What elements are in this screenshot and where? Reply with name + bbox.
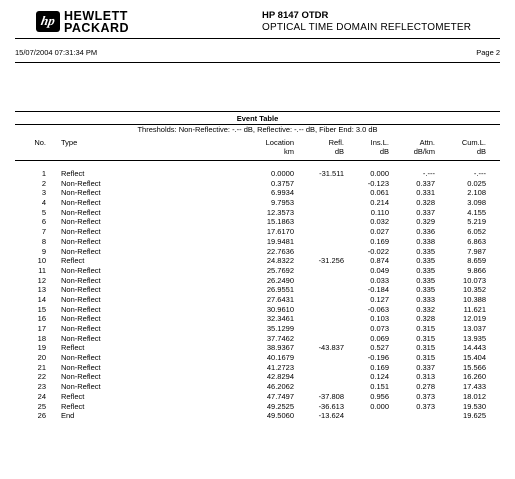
cell-location: 32.3461 — [266, 314, 294, 324]
cell-atten: 0.278 — [416, 382, 435, 392]
cell-location: 19.9481 — [266, 236, 294, 246]
cell-type: Non-Reflect — [61, 207, 101, 217]
cell-atten: 0.333 — [416, 294, 435, 304]
cell-insl: 0.069 — [370, 333, 389, 343]
cell-insl: 0.214 — [370, 198, 389, 208]
cell-insl: 0.049 — [370, 265, 389, 275]
cell-no: 9 — [41, 246, 46, 256]
table-row — [0, 343, 515, 353]
cell-insl: 0.127 — [370, 294, 389, 304]
col-header-cum-label: Cum.L. — [461, 138, 486, 147]
cell-insl: 0.956 — [370, 391, 389, 401]
cell-no: 4 — [41, 198, 46, 208]
cell-no: 12 — [37, 275, 46, 285]
table-row — [0, 392, 515, 402]
cell-insl: 0.032 — [370, 217, 389, 227]
cell-no: 8 — [41, 236, 46, 246]
cell-location: 41.2723 — [266, 362, 294, 372]
cell-refl: -13.624 — [318, 411, 344, 421]
cell-cum: 10.073 — [463, 275, 486, 285]
col-header-insl-label: Ins.L. — [370, 138, 389, 147]
cell-insl: 0.527 — [370, 343, 389, 353]
cell-type: Non-Reflect — [61, 198, 101, 208]
cell-no: 17 — [37, 324, 46, 333]
cell-no: 2 — [41, 178, 46, 188]
cell-cum: 10.352 — [463, 285, 486, 295]
instrument-model: HP 8147 OTDR — [262, 10, 329, 21]
table-row — [0, 363, 515, 373]
cell-type: Reflect — [61, 391, 85, 401]
table-row — [0, 276, 515, 286]
cell-type: Non-Reflect — [61, 246, 101, 256]
cell-no: 23 — [37, 382, 46, 392]
instrument-subtitle: OPTICAL TIME DOMAIN REFLECTOMETER — [262, 22, 472, 33]
cell-location: 38.9367 — [266, 343, 294, 353]
brand-line-2: PACKARD — [64, 21, 130, 35]
cell-location: 12.3573 — [266, 207, 294, 217]
cell-atten: 0.332 — [416, 304, 435, 314]
cell-refl: -37.808 — [318, 391, 344, 401]
cell-atten: 0.335 — [416, 256, 435, 266]
cell-cum: 15.404 — [463, 353, 486, 363]
cell-location: 15.1863 — [266, 217, 294, 227]
cell-location: 9.7953 — [271, 198, 294, 208]
table-row — [0, 217, 515, 227]
cell-cum: 17.433 — [463, 382, 486, 392]
cell-no: 22 — [37, 372, 46, 382]
cell-insl: 0.169 — [370, 362, 389, 372]
col-header-refl — [329, 138, 344, 156]
cell-insl: 0.110 — [370, 207, 389, 217]
cell-refl: -43.837 — [318, 343, 344, 353]
table-row — [0, 266, 515, 276]
cell-type: Reflect — [61, 343, 85, 353]
cell-atten: 0.336 — [416, 227, 435, 237]
cell-no: 26 — [37, 411, 46, 421]
col-header-location — [266, 138, 294, 156]
cell-location: 17.6170 — [266, 227, 294, 237]
cell-cum: 11.621 — [463, 304, 486, 314]
cell-cum: 9.866 — [467, 265, 486, 275]
col-header-type: Type — [61, 138, 78, 147]
cell-cum: 15.566 — [463, 362, 486, 372]
col-header-location-unit: km — [284, 147, 294, 156]
cell-type: Reflect — [61, 256, 85, 266]
cell-atten: 0.337 — [416, 362, 435, 372]
col-header-refl-label: Refl. — [328, 138, 344, 147]
cell-type: Reflect — [61, 169, 85, 178]
table-row — [0, 372, 515, 382]
cell-cum: 10.388 — [463, 294, 486, 304]
cell-atten: 0.337 — [416, 207, 435, 217]
cell-atten: 0.331 — [416, 188, 435, 198]
cell-location: 26.9551 — [266, 285, 294, 295]
cell-type: Non-Reflect — [61, 382, 101, 392]
cell-cum: 16.260 — [463, 372, 486, 382]
cell-no: 20 — [37, 353, 46, 363]
cell-cum: 3.098 — [467, 198, 486, 208]
cell-type: Non-Reflect — [61, 294, 101, 304]
cell-no: 5 — [41, 207, 46, 217]
cell-cum: 19.530 — [463, 401, 486, 411]
cell-insl: 0.073 — [370, 324, 389, 333]
cell-refl: -36.613 — [318, 401, 344, 411]
cell-location: 40.1679 — [266, 353, 294, 363]
cell-type: Non-Reflect — [61, 372, 101, 382]
cell-no: 18 — [37, 333, 46, 343]
cell-atten: 0.315 — [416, 353, 435, 363]
cell-insl: -0.123 — [367, 178, 389, 188]
cell-atten: 0.338 — [416, 236, 435, 246]
cell-no: 19 — [37, 343, 46, 353]
cell-no: 15 — [37, 304, 46, 314]
cell-insl: 0.033 — [370, 275, 389, 285]
cell-cum: 4.155 — [467, 207, 486, 217]
cell-insl: -0.196 — [367, 353, 389, 363]
cell-no: 25 — [37, 401, 46, 411]
cell-type: End — [61, 411, 75, 421]
cell-type: Non-Reflect — [61, 314, 101, 324]
cell-type: Non-Reflect — [61, 227, 101, 237]
cell-cum: 5.219 — [467, 217, 486, 227]
cell-no: 1 — [41, 169, 46, 178]
col-header-insl-unit: dB — [379, 147, 389, 156]
cell-cum: 8.659 — [467, 256, 486, 266]
cell-type: Non-Reflect — [61, 285, 101, 295]
cell-refl: -31.256 — [318, 256, 344, 266]
page-number: Page 2 — [476, 48, 500, 57]
cell-insl: 0.000 — [370, 169, 389, 178]
table-row — [0, 324, 515, 334]
cell-cum: 7.987 — [467, 246, 486, 256]
table-row — [0, 208, 515, 218]
cell-type: Non-Reflect — [61, 275, 101, 285]
cell-type: Non-Reflect — [61, 333, 101, 343]
cell-type: Non-Reflect — [61, 217, 101, 227]
cell-atten: 0.373 — [416, 401, 435, 411]
cell-no: 10 — [37, 256, 46, 266]
cell-location: 35.1299 — [266, 324, 294, 333]
cell-insl: 0.103 — [370, 314, 389, 324]
cell-atten: 0.328 — [416, 314, 435, 324]
cell-cum: 0.025 — [467, 178, 486, 188]
hp-logo: hp — [36, 11, 60, 32]
cell-location: 24.8322 — [266, 256, 294, 266]
cell-location: 0.3757 — [271, 178, 294, 188]
cell-no: 16 — [37, 314, 46, 324]
cell-refl: -31.511 — [319, 169, 344, 178]
col-header-location-label: Location — [265, 138, 294, 147]
cell-no: 3 — [41, 188, 46, 198]
cell-location: 0.0000 — [271, 169, 294, 178]
cell-type: Non-Reflect — [61, 304, 101, 314]
cell-atten: 0.335 — [416, 275, 435, 285]
cell-cum: -.--- — [473, 169, 486, 178]
brand-line-1: HEWLETT — [64, 9, 128, 23]
cell-atten: 0.329 — [416, 217, 435, 227]
cell-atten: 0.373 — [416, 391, 435, 401]
cell-location: 49.2525 — [266, 401, 294, 411]
cell-cum: 13.935 — [463, 333, 486, 343]
cell-insl: 0.027 — [370, 227, 389, 237]
cell-atten: 0.313 — [416, 372, 435, 382]
cell-atten: 0.337 — [416, 178, 435, 188]
cell-location: 42.8294 — [266, 372, 294, 382]
thresholds-line: Thresholds: Non-Reflective: -.-- dB, Reflective: -.-- dB, Fiber End: 3.0 dB — [137, 125, 378, 134]
cell-type: Non-Reflect — [61, 265, 101, 275]
cell-cum: 19.625 — [463, 411, 486, 421]
cell-atten: 0.315 — [416, 343, 435, 353]
cell-type: Non-Reflect — [61, 362, 101, 372]
cell-insl: 0.169 — [370, 236, 389, 246]
cell-type: Non-Reflect — [61, 178, 101, 188]
cell-no: 24 — [37, 391, 46, 401]
cell-no: 14 — [37, 294, 46, 304]
table-row — [0, 256, 515, 266]
cell-no: 6 — [41, 217, 46, 227]
cell-cum: 6.863 — [467, 236, 486, 246]
table-row — [0, 198, 515, 208]
col-header-refl-unit: dB — [334, 147, 344, 156]
table-row — [0, 188, 515, 198]
table-row — [0, 285, 515, 295]
cell-cum: 12.019 — [463, 314, 486, 324]
col-header-cum-unit: dB — [476, 147, 486, 156]
cell-atten: 0.315 — [416, 324, 435, 333]
cell-location: 25.7692 — [266, 265, 294, 275]
cell-atten: 0.335 — [416, 246, 435, 256]
cell-insl: -0.022 — [367, 246, 389, 256]
meta-divider — [15, 62, 500, 63]
col-header-atten — [414, 138, 435, 156]
table-row — [0, 353, 515, 363]
cell-location: 46.2062 — [266, 382, 294, 392]
cell-location: 27.6431 — [266, 294, 294, 304]
cell-insl: 0.874 — [370, 256, 389, 266]
cell-type: Reflect — [61, 401, 85, 411]
table-top-rule — [15, 111, 500, 112]
table-row — [0, 411, 515, 421]
cell-type: Non-Reflect — [61, 236, 101, 246]
header-divider — [15, 38, 500, 39]
cell-location: 26.2490 — [266, 275, 294, 285]
cell-atten: -.--- — [422, 169, 435, 178]
table-row — [0, 227, 515, 237]
cell-insl: -0.184 — [367, 285, 389, 295]
cell-location: 30.9610 — [266, 304, 294, 314]
cell-cum: 14.443 — [463, 343, 486, 353]
cell-insl: -0.063 — [367, 304, 389, 314]
cell-cum: 13.037 — [463, 324, 486, 333]
cell-location: 22.7636 — [266, 246, 294, 256]
cell-cum: 18.012 — [463, 391, 486, 401]
cell-insl: 0.061 — [370, 188, 389, 198]
cell-insl: 0.000 — [370, 401, 389, 411]
col-header-atten-label: Attn. — [419, 138, 435, 147]
cell-no: 7 — [41, 227, 46, 237]
cell-type: Non-Reflect — [61, 324, 101, 333]
table-row — [0, 382, 515, 392]
cell-insl: 0.124 — [370, 372, 389, 382]
cell-insl: 0.151 — [370, 382, 389, 392]
event-table-body — [0, 169, 515, 421]
table-row — [0, 169, 515, 179]
table-row — [0, 237, 515, 247]
col-header-insl — [371, 138, 389, 156]
table-row — [0, 295, 515, 305]
cell-atten: 0.335 — [416, 285, 435, 295]
col-header-cum — [462, 138, 486, 156]
cell-no: 11 — [38, 265, 46, 275]
table-row — [0, 247, 515, 257]
event-table-title: Event Table — [236, 114, 279, 123]
brand-name — [64, 10, 129, 34]
header-rule — [15, 160, 500, 161]
col-header-no: No. — [34, 138, 46, 147]
report-datetime: 15/07/2004 07:31:34 PM — [15, 48, 98, 57]
cell-location: 37.7462 — [266, 333, 294, 343]
cell-no: 13 — [37, 285, 46, 295]
table-row — [0, 179, 515, 189]
cell-type: Non-Reflect — [61, 188, 101, 198]
cell-cum: 2.108 — [467, 188, 486, 198]
cell-atten: 0.315 — [416, 333, 435, 343]
cell-no: 21 — [37, 362, 46, 372]
cell-location: 49.5060 — [266, 411, 294, 421]
table-row — [0, 334, 515, 344]
cell-location: 47.7497 — [266, 391, 294, 401]
cell-atten: 0.328 — [416, 198, 435, 208]
cell-cum: 6.052 — [467, 227, 486, 237]
table-row — [0, 402, 515, 412]
table-row — [0, 314, 515, 324]
cell-location: 6.9934 — [271, 188, 294, 198]
col-header-atten-unit: dB/km — [413, 147, 435, 156]
cell-type: Non-Reflect — [61, 353, 101, 363]
cell-atten: 0.335 — [416, 265, 435, 275]
table-row — [0, 305, 515, 315]
